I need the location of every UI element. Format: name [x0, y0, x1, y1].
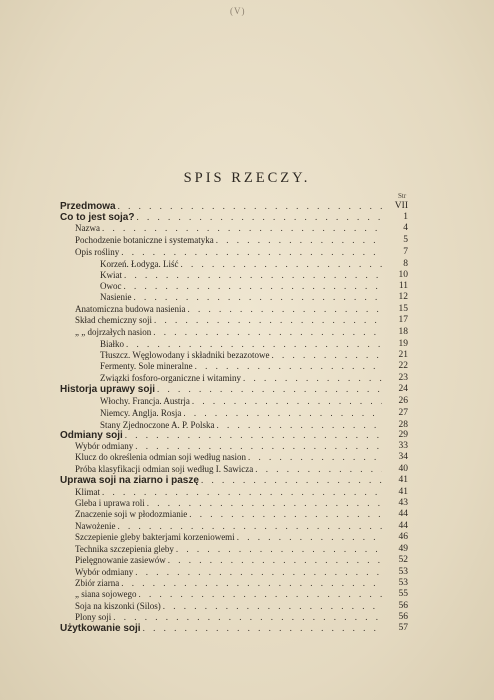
toc-entry-page: 41 [398, 487, 408, 497]
toc-entry-page: VII [394, 201, 408, 211]
toc-entry-label: Białko [100, 339, 124, 349]
toc-entry-label: Korzeń. Łodyga. Liść [100, 259, 179, 269]
toc-entry-page: 49 [398, 544, 408, 554]
toc-entry-page: 53 [398, 578, 408, 588]
toc-entry-label: Związki fosforo-organiczne i witaminy [100, 373, 242, 383]
toc-entry-label: Kwiat [100, 270, 122, 280]
toc-entry-label: Plony soji [75, 612, 112, 622]
toc-entry [75, 246, 408, 258]
dot-leader [248, 452, 382, 463]
toc-entry-page: 10 [398, 270, 408, 280]
toc-entry [75, 326, 408, 338]
toc-entry-page: 46 [398, 532, 408, 542]
toc-entry-page: 1 [403, 212, 408, 222]
toc-entry-page: 55 [398, 589, 408, 599]
page-number: (V) [230, 6, 246, 16]
dot-leader [102, 223, 382, 234]
toc-entry [75, 531, 408, 543]
toc-entry [60, 622, 408, 634]
toc-entry [75, 314, 408, 326]
toc-entry-page: 15 [398, 304, 408, 314]
toc-entry-page: 44 [398, 521, 408, 531]
toc-entry [75, 554, 408, 566]
toc-entry-label: Skład chemiczny soji [75, 315, 152, 325]
toc-entry [100, 395, 408, 407]
toc-entry-label: Opis rośliny [75, 247, 120, 257]
toc-entry-page: 53 [398, 567, 408, 577]
toc-entry-label: Co to jest soja? [60, 212, 135, 223]
toc-entry-page: 11 [398, 281, 408, 291]
toc-entry-label: Tłuszcz. Węglowodany i składniki bezazotowe [100, 350, 270, 360]
toc-entry-label: „ siana sojowego [75, 589, 137, 599]
dot-leader [216, 235, 382, 246]
toc-entry-label: Technika szczepienia gleby [75, 544, 174, 554]
toc-entry-label: Klimat [75, 487, 100, 497]
toc-entry [75, 234, 408, 246]
toc-entry-label: Przedmowa [60, 201, 116, 212]
toc-entry-label: Szczepienie gleby bakterjami korzeniowemi [75, 532, 235, 542]
toc-entry-label: Stany Zjednoczone A. P. Polska [100, 420, 215, 430]
toc-entry-page: 29 [398, 430, 408, 440]
toc-entry-page: 26 [398, 396, 408, 406]
toc-entry [60, 474, 408, 486]
toc-entry-label: Nawożenie [75, 521, 116, 531]
dot-leader [154, 315, 382, 326]
toc-entry-page: 43 [398, 498, 408, 508]
toc-entry [60, 383, 408, 395]
toc-entry-label: Wybór odmiany [75, 441, 134, 451]
toc-entry-label: Znaczenie soji w płodozmianie [75, 509, 188, 519]
dot-leader [134, 292, 383, 303]
toc-entry-label: Gleba i uprawa roli [75, 498, 145, 508]
toc-entry-label: Wybór odmiany [75, 567, 134, 577]
dot-leader [121, 247, 382, 258]
toc-entry [100, 360, 408, 372]
toc-entry-label: Historja uprawy soji [60, 384, 156, 395]
toc-entry-label: Próba klasyfikacji odmian soji według I. Sawicza [75, 464, 254, 474]
toc-entry [75, 451, 408, 463]
toc-entry-label: Soja na kiszonki (Silos) [75, 601, 161, 611]
toc-entry-page: 21 [398, 350, 408, 360]
toc-entry-page: 41 [398, 475, 408, 485]
toc-entry-label: Pielęgnowanie zasiewów [75, 555, 166, 565]
toc-entry-label: Niemcy. Anglja. Rosja [100, 408, 182, 418]
toc-entry-label: Uprawa soji na ziarno i paszę [60, 475, 199, 486]
toc-entry [75, 508, 408, 520]
toc-entry-page: 4 [403, 223, 408, 233]
toc-entry-page: 44 [398, 509, 408, 519]
toc-entry-label: Odmiany soji [60, 430, 123, 441]
toc-entry-page: 33 [398, 441, 408, 451]
toc-entry-label: Zbiór ziarna [75, 578, 120, 588]
page-title: SPIS RZECZY. [183, 170, 311, 186]
dot-leader [192, 396, 382, 407]
toc-entry-label: Anatomiczna budowa nasienia [75, 304, 186, 314]
toc-entry [75, 588, 408, 600]
toc-entry-label: Nasienie [100, 292, 132, 302]
toc-entry-label: Fermenty. Sole mineralne [100, 361, 193, 371]
toc-entry-page: 5 [403, 235, 408, 245]
toc-entry-page: 23 [398, 373, 408, 383]
toc-entry-page: 56 [398, 601, 408, 611]
toc-entry-page: 19 [398, 339, 408, 349]
toc-entry-page: 57 [398, 623, 408, 633]
toc-entry-page: 18 [398, 327, 408, 337]
toc-entry-page: 56 [398, 612, 408, 622]
toc-entry-page: 40 [398, 464, 408, 474]
toc-entry-label: Owoc [100, 281, 122, 291]
toc-entry-page: 12 [398, 292, 408, 302]
page-column-label: Str [398, 192, 407, 200]
dot-leader [153, 327, 382, 338]
toc-entry [75, 222, 408, 234]
dot-leader [157, 384, 382, 395]
dot-leader [237, 532, 382, 543]
toc-entry-page: 34 [398, 452, 408, 462]
dot-leader [168, 555, 382, 566]
toc-entry [100, 291, 408, 303]
dot-leader [143, 623, 382, 634]
toc-entry-label: Nazwa [75, 223, 100, 233]
dot-leader [189, 509, 382, 520]
toc-entry-page: 22 [398, 361, 408, 371]
dot-leader [195, 361, 382, 372]
toc-entry-label: Pochodzenie botaniczne i systematyka [75, 235, 214, 245]
toc-entry-page: 24 [398, 384, 408, 394]
toc-entry-label: Użytkowanie soji [60, 623, 141, 634]
toc-entry-page: 8 [403, 259, 408, 269]
dot-leader [201, 475, 382, 486]
toc-entry-page: 52 [398, 555, 408, 565]
toc-entry-page: 17 [398, 315, 408, 325]
dot-leader [138, 589, 382, 600]
dot-leader [183, 408, 382, 419]
toc-entry-label: Włochy. Francja. Austrja [100, 396, 190, 406]
toc-entry-page: 27 [398, 408, 408, 418]
toc-entry-page: 28 [398, 420, 408, 430]
toc-entry-label: „ „ dojrzałych nasion [75, 327, 152, 337]
toc-entry-page: 7 [403, 247, 408, 257]
toc-entry-label: Klucz do określenia odmian soji według nasion [75, 452, 246, 462]
toc-entry [100, 407, 408, 419]
